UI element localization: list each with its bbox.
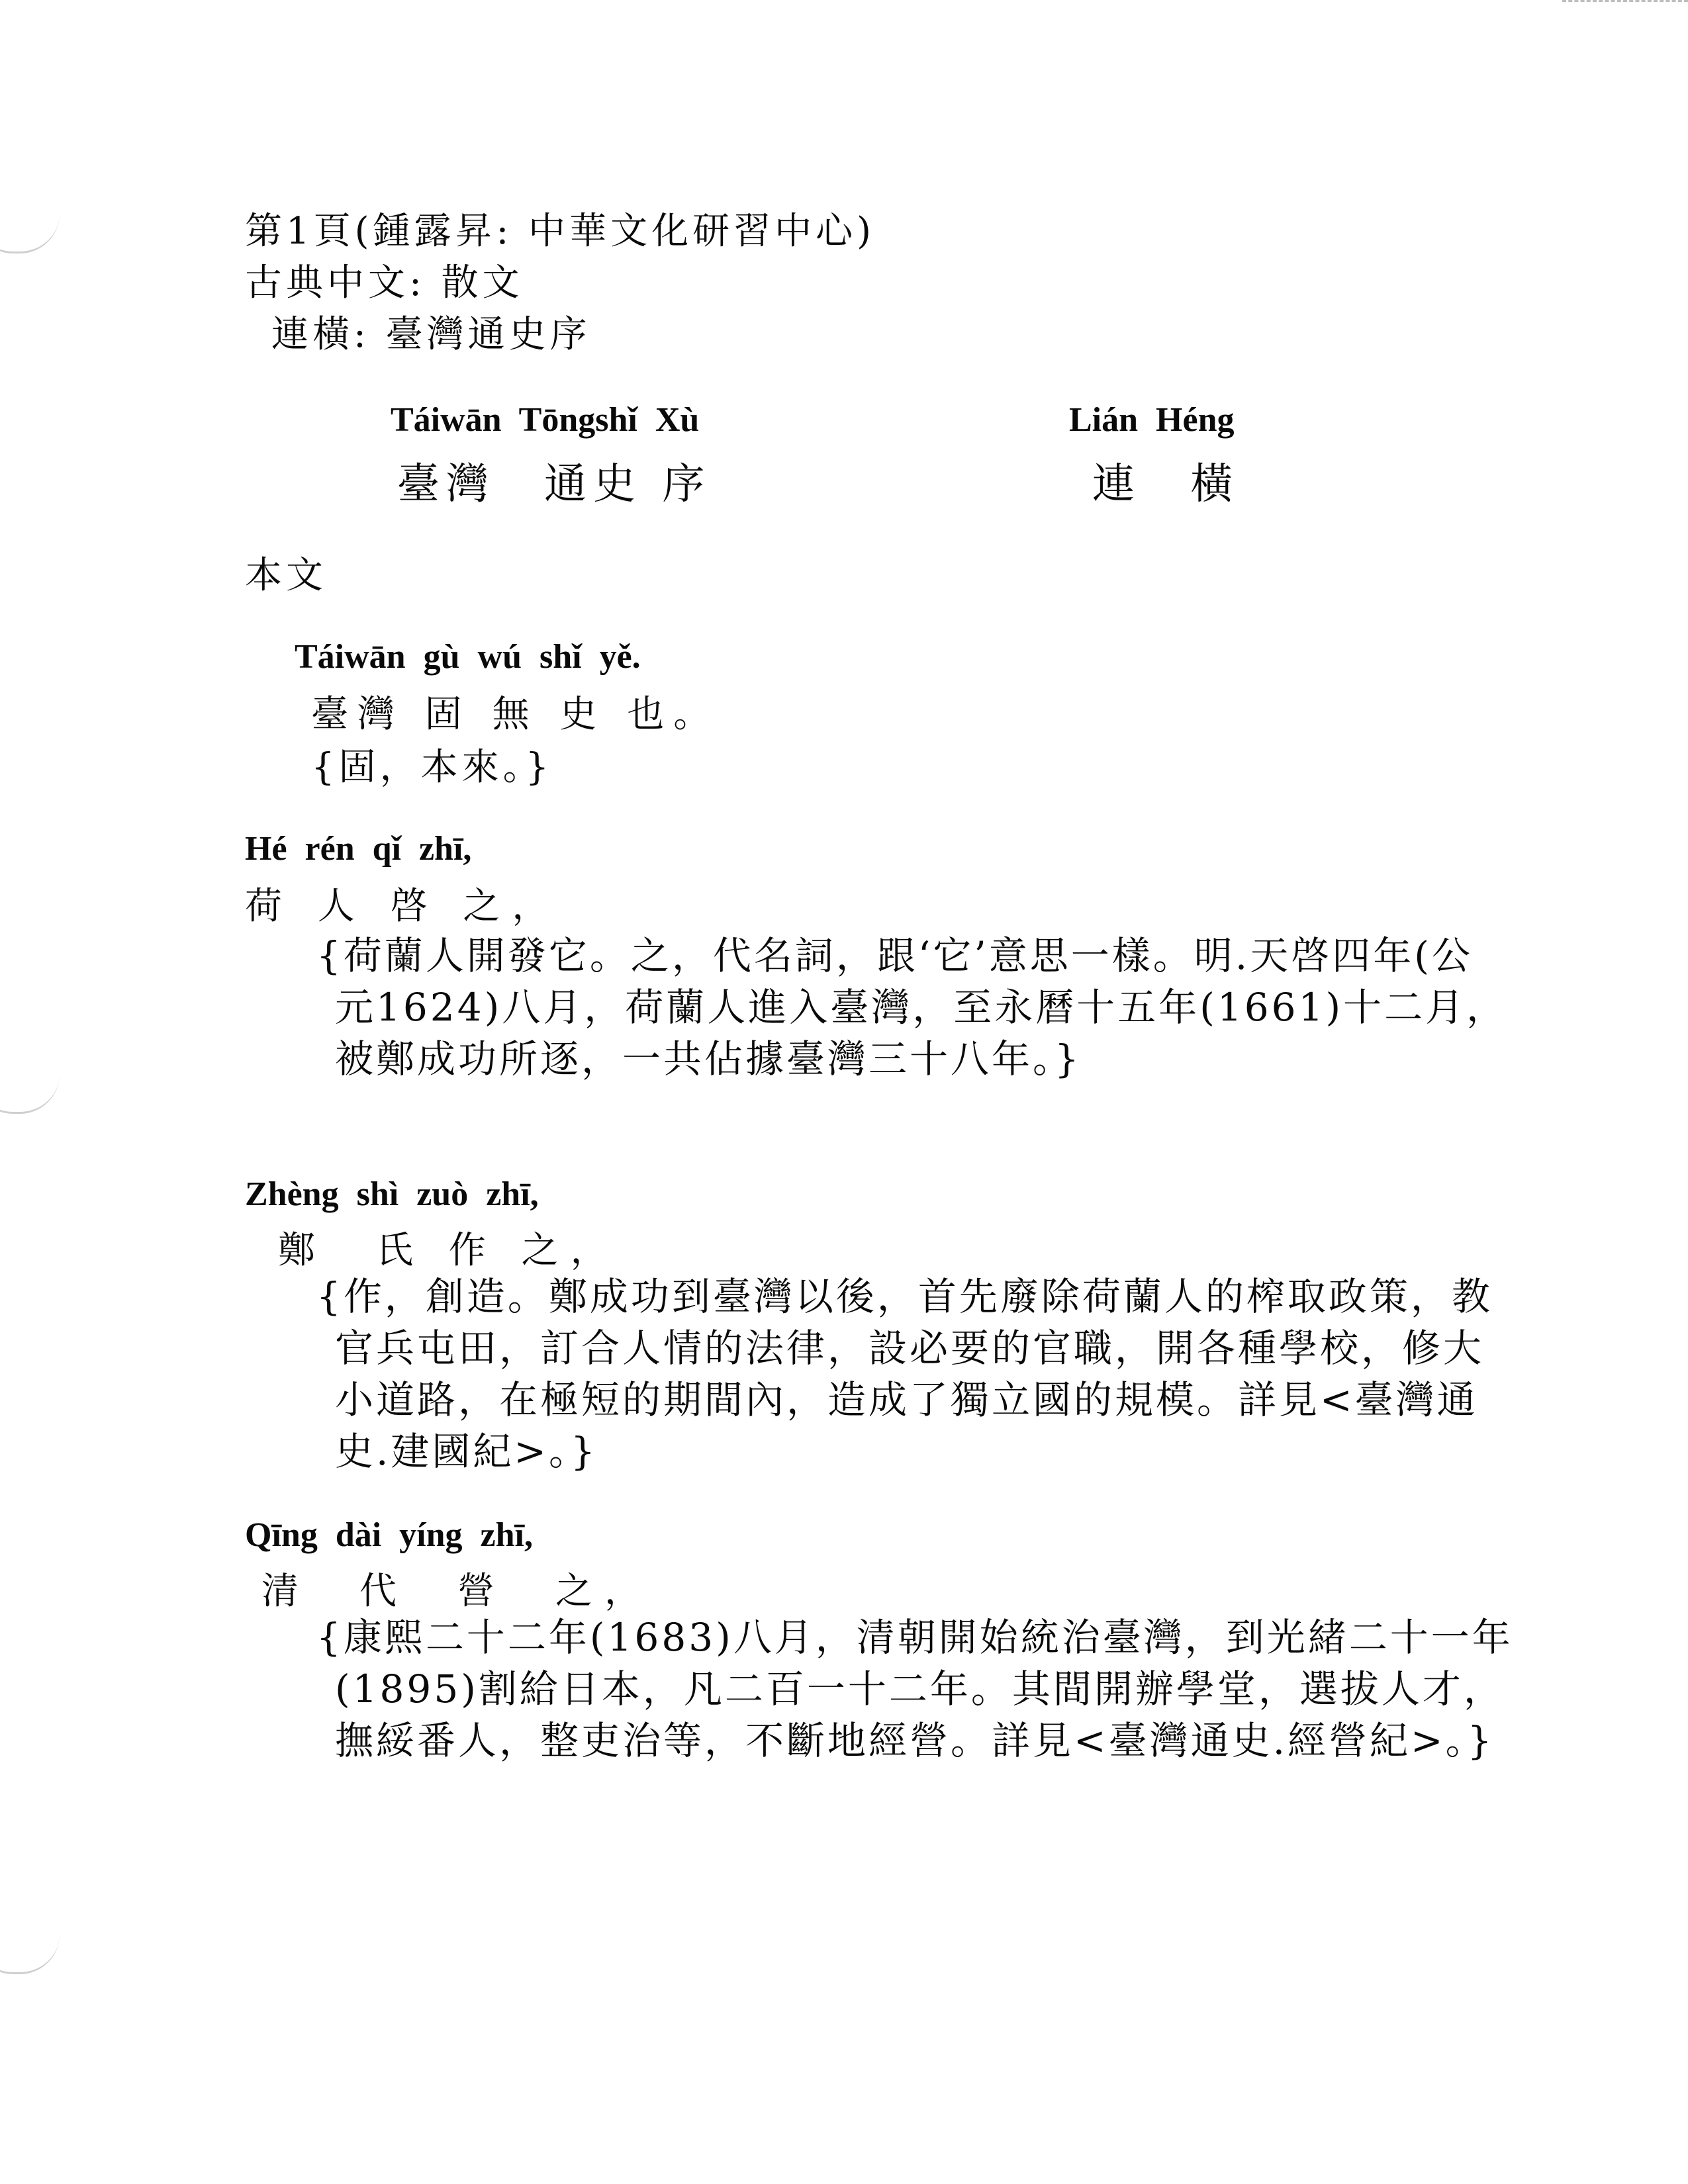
header-line-1: 第1頁(鍾露昇: 中華文化研習中心) bbox=[245, 210, 875, 253]
passage-3-gloss: {作，創造。鄭成功到臺灣以後，首先廢除荷蘭人的榨取政策，教官兵屯田，訂合人情的法律，設必要的官職，開各種學校，修大小道路，在極短的期間內，造成了獨立國的規模。詳見<臺灣通史.建國紀>。} bbox=[316, 1274, 1493, 1474]
author-chinese: 連 橫 bbox=[1092, 460, 1239, 509]
title-chinese: 臺灣 通史 序 bbox=[397, 460, 712, 509]
punch-hole-top bbox=[0, 212, 60, 253]
passage-1-chinese: 臺灣 固 無 史 也。 bbox=[311, 693, 720, 736]
passage-3-chinese: 鄭 氏 作 之， bbox=[278, 1229, 620, 1272]
passage-2-pinyin: Hé rén qǐ zhī, bbox=[245, 830, 472, 868]
header-line-2: 古典中文: 散文 bbox=[245, 261, 524, 304]
passage-2-chinese: 荷 人 啓 之， bbox=[245, 885, 561, 928]
title-pinyin: Táiwān Tōngshǐ Xù bbox=[391, 401, 700, 439]
passage-2-gloss: {荷蘭人開發它。之，代名詞，跟‘它’意思一樣。明.天啓四年(公元1624)八月，荷蘭人進入臺灣，至永曆十五年(1661)十二月，被鄭成功所逐，一共佔據臺灣三十八年。} bbox=[316, 933, 1508, 1081]
punch-hole-bottom bbox=[0, 1933, 60, 1974]
passage-1-pinyin: Táiwān gù wú shǐ yě. bbox=[295, 638, 641, 676]
passage-3-pinyin: Zhèng shì zuò zhī, bbox=[245, 1175, 539, 1213]
scan-edge-mark bbox=[1562, 0, 1688, 6]
passage-4-gloss: {康熙二十二年(1683)八月，清朝開始統治臺灣，到光緒二十一年(1895)割給日本，凡二百一十二年。其間開辦學堂，選拔人才，撫綏番人，整吏治等，不斷地經營。詳見<臺灣通史.經營紀>。} bbox=[316, 1615, 1513, 1763]
passage-1-gloss: {固，本來。} bbox=[311, 746, 553, 789]
passage-4-pinyin: Qīng dài yíng zhī, bbox=[245, 1516, 533, 1554]
punch-hole-middle bbox=[0, 1072, 60, 1114]
section-label: 本文 bbox=[245, 554, 327, 597]
author-pinyin: Lián Héng bbox=[1069, 401, 1235, 439]
header-line-3: 連橫: 臺灣通史序 bbox=[271, 313, 591, 356]
passage-4-chinese: 清 代 營 之， bbox=[261, 1570, 653, 1613]
